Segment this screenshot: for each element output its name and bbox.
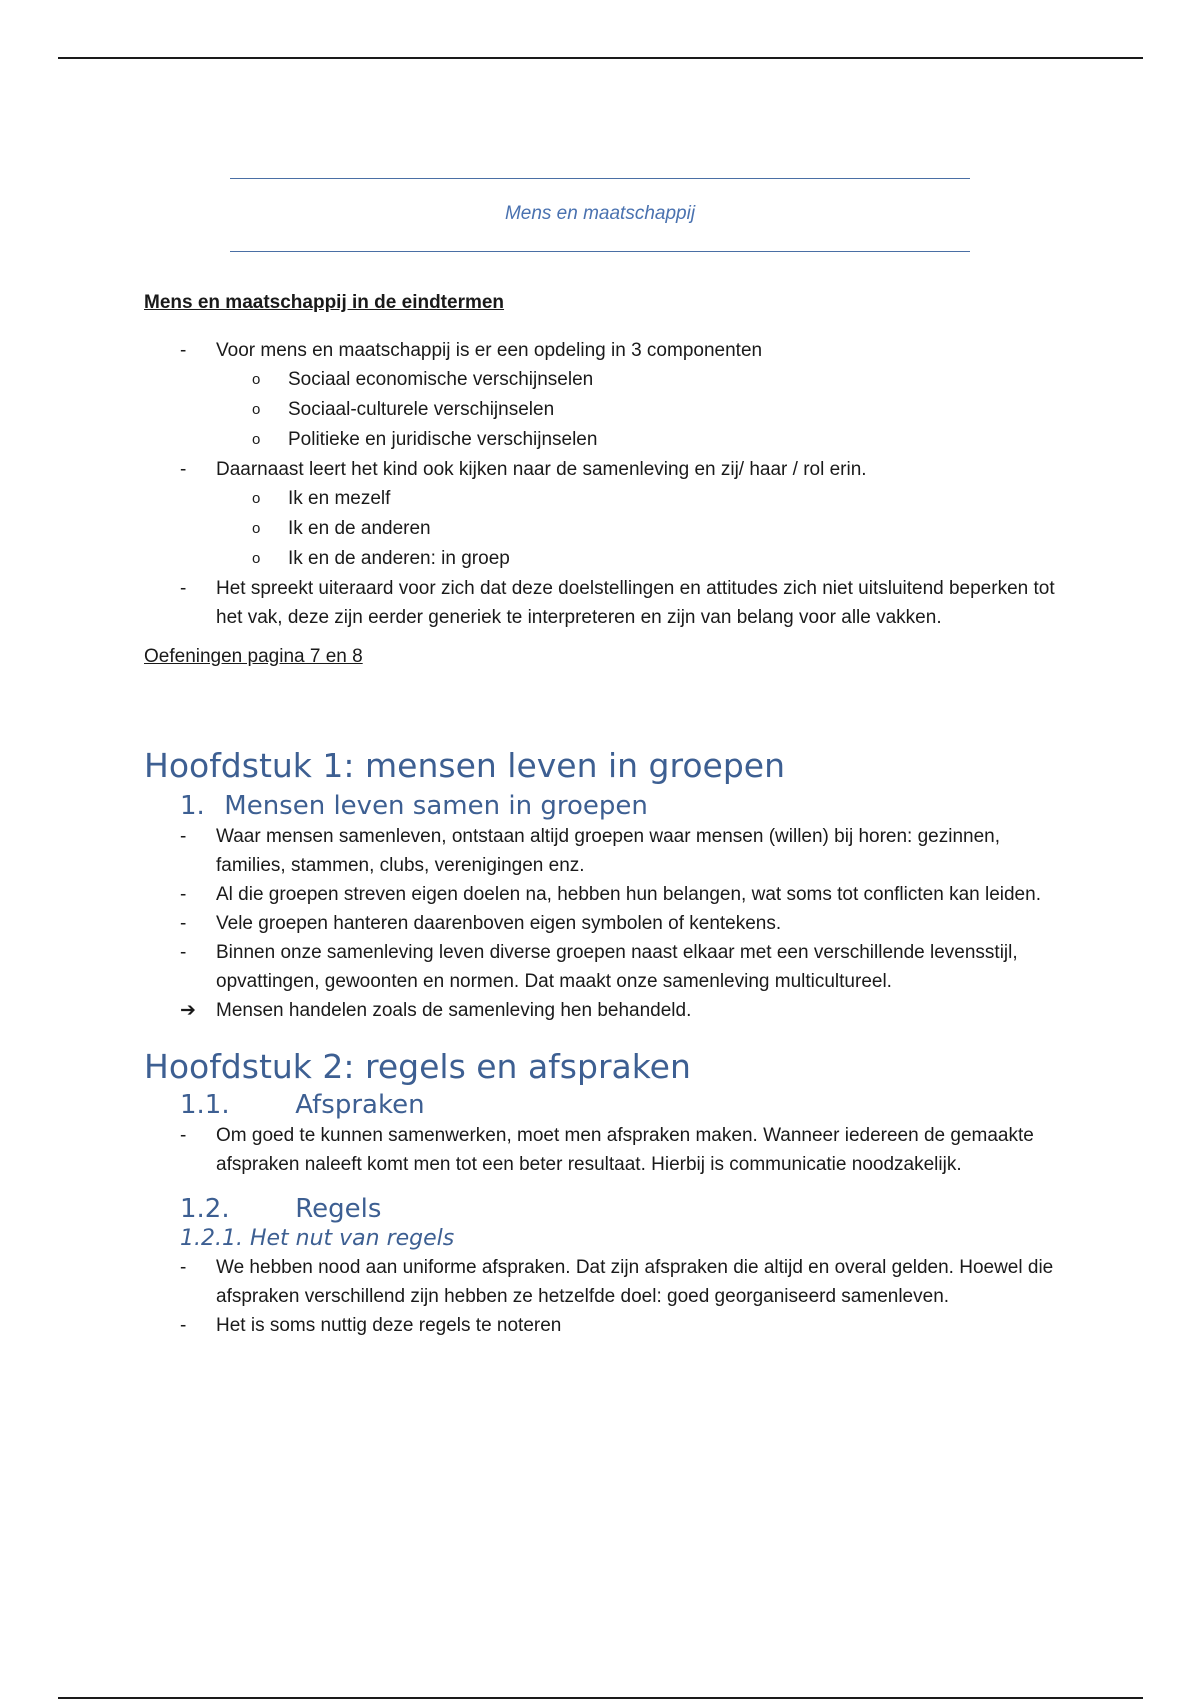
subsection-1-2-1-heading: 1.2.1. Het nut van regels	[180, 1226, 455, 1251]
dash-bullet: -	[180, 884, 187, 905]
sub-list-item-text: Ik en de anderen	[288, 518, 431, 539]
dash-bullet: -	[180, 459, 187, 480]
section-title: Mensen leven samen in groepen	[224, 791, 648, 821]
circle-bullet: o	[252, 490, 261, 507]
section-number: 1.	[180, 791, 205, 821]
document-title-block	[230, 178, 970, 252]
list-item-text: Vele groepen hanteren daarenboven eigen symbolen of kentekens.	[216, 913, 782, 934]
dash-bullet: -	[180, 1315, 187, 1336]
dash-bullet: -	[180, 826, 187, 847]
page-top-rule	[58, 57, 1143, 59]
list-item	[144, 1253, 1064, 1311]
dash-bullet: -	[180, 1125, 187, 1146]
sub-list-item	[144, 365, 1064, 395]
section-title: Regels	[295, 1194, 382, 1224]
dash-bullet: -	[180, 1257, 187, 1278]
document-body	[144, 290, 1064, 1340]
subsection-1-2-1-bullet-list	[144, 1253, 1064, 1340]
section-1-1-heading	[144, 1089, 1064, 1121]
dash-bullet: -	[180, 340, 187, 361]
section-number: 1.1.	[180, 1090, 230, 1120]
sub-list-item-text: Ik en de anderen: in groep	[288, 548, 510, 569]
sub-list-item-text: Ik en mezelf	[288, 488, 391, 509]
list-item	[144, 909, 1064, 938]
list-item	[144, 880, 1064, 909]
sub-bullet-list	[144, 484, 1064, 574]
list-item	[144, 1311, 1064, 1340]
list-item	[144, 336, 1064, 455]
intro-heading: Mens en maatschappij in de eindtermen	[144, 292, 505, 313]
list-item	[144, 938, 1064, 996]
section-1-2-heading	[144, 1193, 1064, 1225]
sub-list-item-text: Sociaal-culturele verschijnselen	[288, 399, 555, 420]
list-item-text: Het is soms nuttig deze regels te noteren	[216, 1315, 562, 1336]
sub-list-item-text: Sociaal economische verschijnselen	[288, 369, 594, 390]
list-item-text: Waar mensen samenleven, ontstaan altijd groepen waar mensen (willen) bij horen: gezinnen, families, stammen, clubs, verenigingen enz.	[216, 826, 1001, 876]
section-1-1-bullet-list	[144, 1121, 1064, 1179]
section-title: Afspraken	[295, 1090, 425, 1120]
list-item-text: Om goed te kunnen samenwerken, moet men afspraken maken. Wanneer iedereen de gemaakte afspraken naleeft komt men tot een beter resultaat. Hierbij is communicatie noodzakelijk.	[216, 1125, 1034, 1175]
list-item	[144, 455, 1064, 574]
list-item-text: Voor mens en maatschappij is er een opdeling in 3 componenten	[216, 340, 763, 361]
list-item	[144, 1121, 1064, 1179]
chapter-1-bullet-list	[144, 822, 1064, 1025]
dash-bullet: -	[180, 913, 187, 934]
list-item-text: Mensen handelen zoals de samenleving hen behandeld.	[216, 1000, 692, 1021]
sub-bullet-list	[144, 365, 1064, 455]
list-item	[144, 822, 1064, 880]
circle-bullet: o	[252, 401, 261, 418]
sub-list-item	[144, 425, 1064, 455]
page-bottom-rule	[58, 1697, 1143, 1699]
circle-bullet: o	[252, 520, 261, 537]
sub-list-item	[144, 514, 1064, 544]
circle-bullet: o	[252, 550, 261, 567]
list-item-text: Al die groepen streven eigen doelen na, hebben hun belangen, wat soms tot conflicten kan leiden.	[216, 884, 1041, 905]
exercises-reference: Oefeningen pagina 7 en 8	[144, 646, 363, 667]
list-item-text: Het spreekt uiteraard voor zich dat deze doelstellingen en attitudes zich niet uitsluitend beperken tot het vak, deze zijn eerder generiek te interpreteren en zijn van belang voor alle vakken.	[216, 578, 1055, 628]
arrow-icon: ➔	[180, 1000, 196, 1021]
list-item	[144, 574, 1064, 632]
list-item-text: We hebben nood aan uniforme afspraken. Dat zijn afspraken die altijd en overal gelden. Hoewel die afspraken verschillend zijn hebben ze hetzelfde doel: goed georganiseerd samenleven.	[216, 1257, 1054, 1307]
sub-list-item-text: Politieke en juridische verschijnselen	[288, 429, 598, 450]
dash-bullet: -	[180, 578, 187, 599]
sub-list-item	[144, 484, 1064, 514]
dash-bullet: -	[180, 942, 187, 963]
intro-bullet-list	[144, 336, 1064, 632]
circle-bullet: o	[252, 371, 261, 388]
list-item-text: Binnen onze samenleving leven diverse groepen naast elkaar met een verschillende levensstijl, opvattingen, gewoonten en normen. Dat maakt onze samenleving multicultureel.	[216, 942, 1018, 992]
circle-bullet: o	[252, 431, 261, 448]
chapter-2-title: Hoofdstuk 2: regels en afspraken	[144, 1047, 691, 1086]
sub-list-item	[144, 395, 1064, 425]
list-item-text: Daarnaast leert het kind ook kijken naar de samenleving en zij/ haar / rol erin.	[216, 459, 867, 480]
chapter-1-title: Hoofdstuk 1: mensen leven in groepen	[144, 746, 786, 785]
sub-list-item	[144, 544, 1064, 574]
document-title: Mens en maatschappij	[504, 203, 696, 224]
section-1-heading	[144, 790, 1064, 822]
list-item	[144, 996, 1064, 1025]
section-number: 1.2.	[180, 1194, 230, 1224]
